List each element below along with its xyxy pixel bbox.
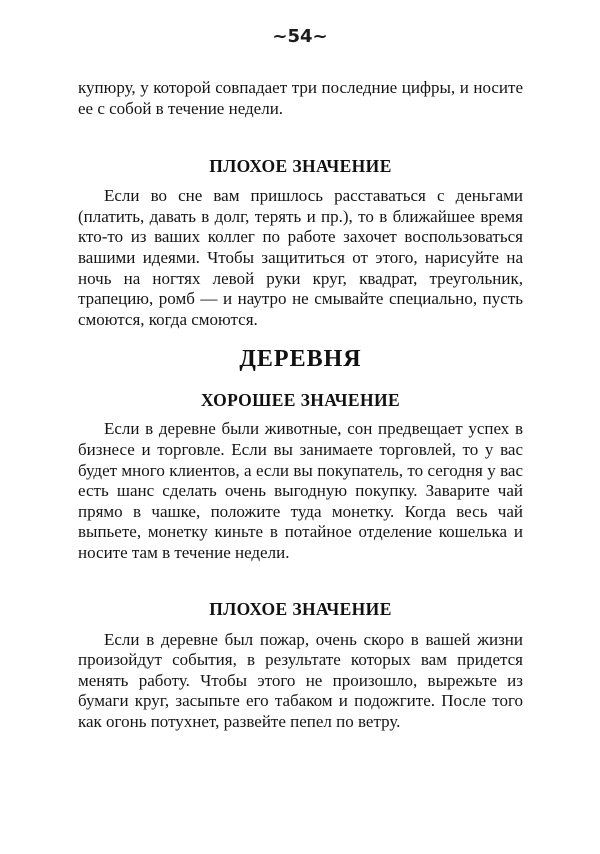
- bad-meaning-heading-2: ПЛОХОЕ ЗНАЧЕНИЕ: [209, 598, 392, 619]
- bad-meaning-paragraph-2: Если в деревне был пожар, очень скоро в вашей жизни произойдут события, в результате которых вам придется менять работу. Чтобы этого не произошло, вырежьте из бумаги круг, засыпьте его табаком и подожгите. После того как огонь потухнет, развейте пепел по ветру.: [78, 629, 523, 731]
- continued-paragraph: купюру, у которой совпадает три последние цифры, и носите ее с собой в течение недели.: [78, 78, 523, 118]
- chapter-title: ДЕРЕВНЯ: [239, 346, 362, 373]
- good-meaning-paragraph: Если в деревне были животные, сон предвещает успех в бизнесе и торговле. Если вы занимаете торговлей, то у вас будет много клиентов, а если вы покупатель, то сегодня у вас есть шанс сделать очень выгодную покупку. Заварите чай прямо в чашке, положите туда монетку. Когда весь чай выпьете, монетку киньте в потайное отделение кошелька и носите там в течение недели.: [78, 419, 523, 562]
- page-number: ~54~: [272, 26, 328, 47]
- text-column: [78, 78, 523, 732]
- bad-meaning-paragraph-1: Если во сне вам пришлось расставаться с деньгами (платить, давать в долг, терять и пр.), то в ближайшее время кто-то из ваших коллег по работе захочет воспользоваться вашими идеями. Чтобы защититься от этого, нарисуйте на ночь на ногтях левой руки круг, квадрат, треугольник, трапецию, ромб — и наутро не смывайте специально, пусть смоются, когда смоются.: [78, 186, 523, 329]
- bad-meaning-heading-1: ПЛОХОЕ ЗНАЧЕНИЕ: [209, 156, 392, 177]
- good-meaning-heading: ХОРОШЕЕ ЗНАЧЕНИЕ: [200, 390, 401, 411]
